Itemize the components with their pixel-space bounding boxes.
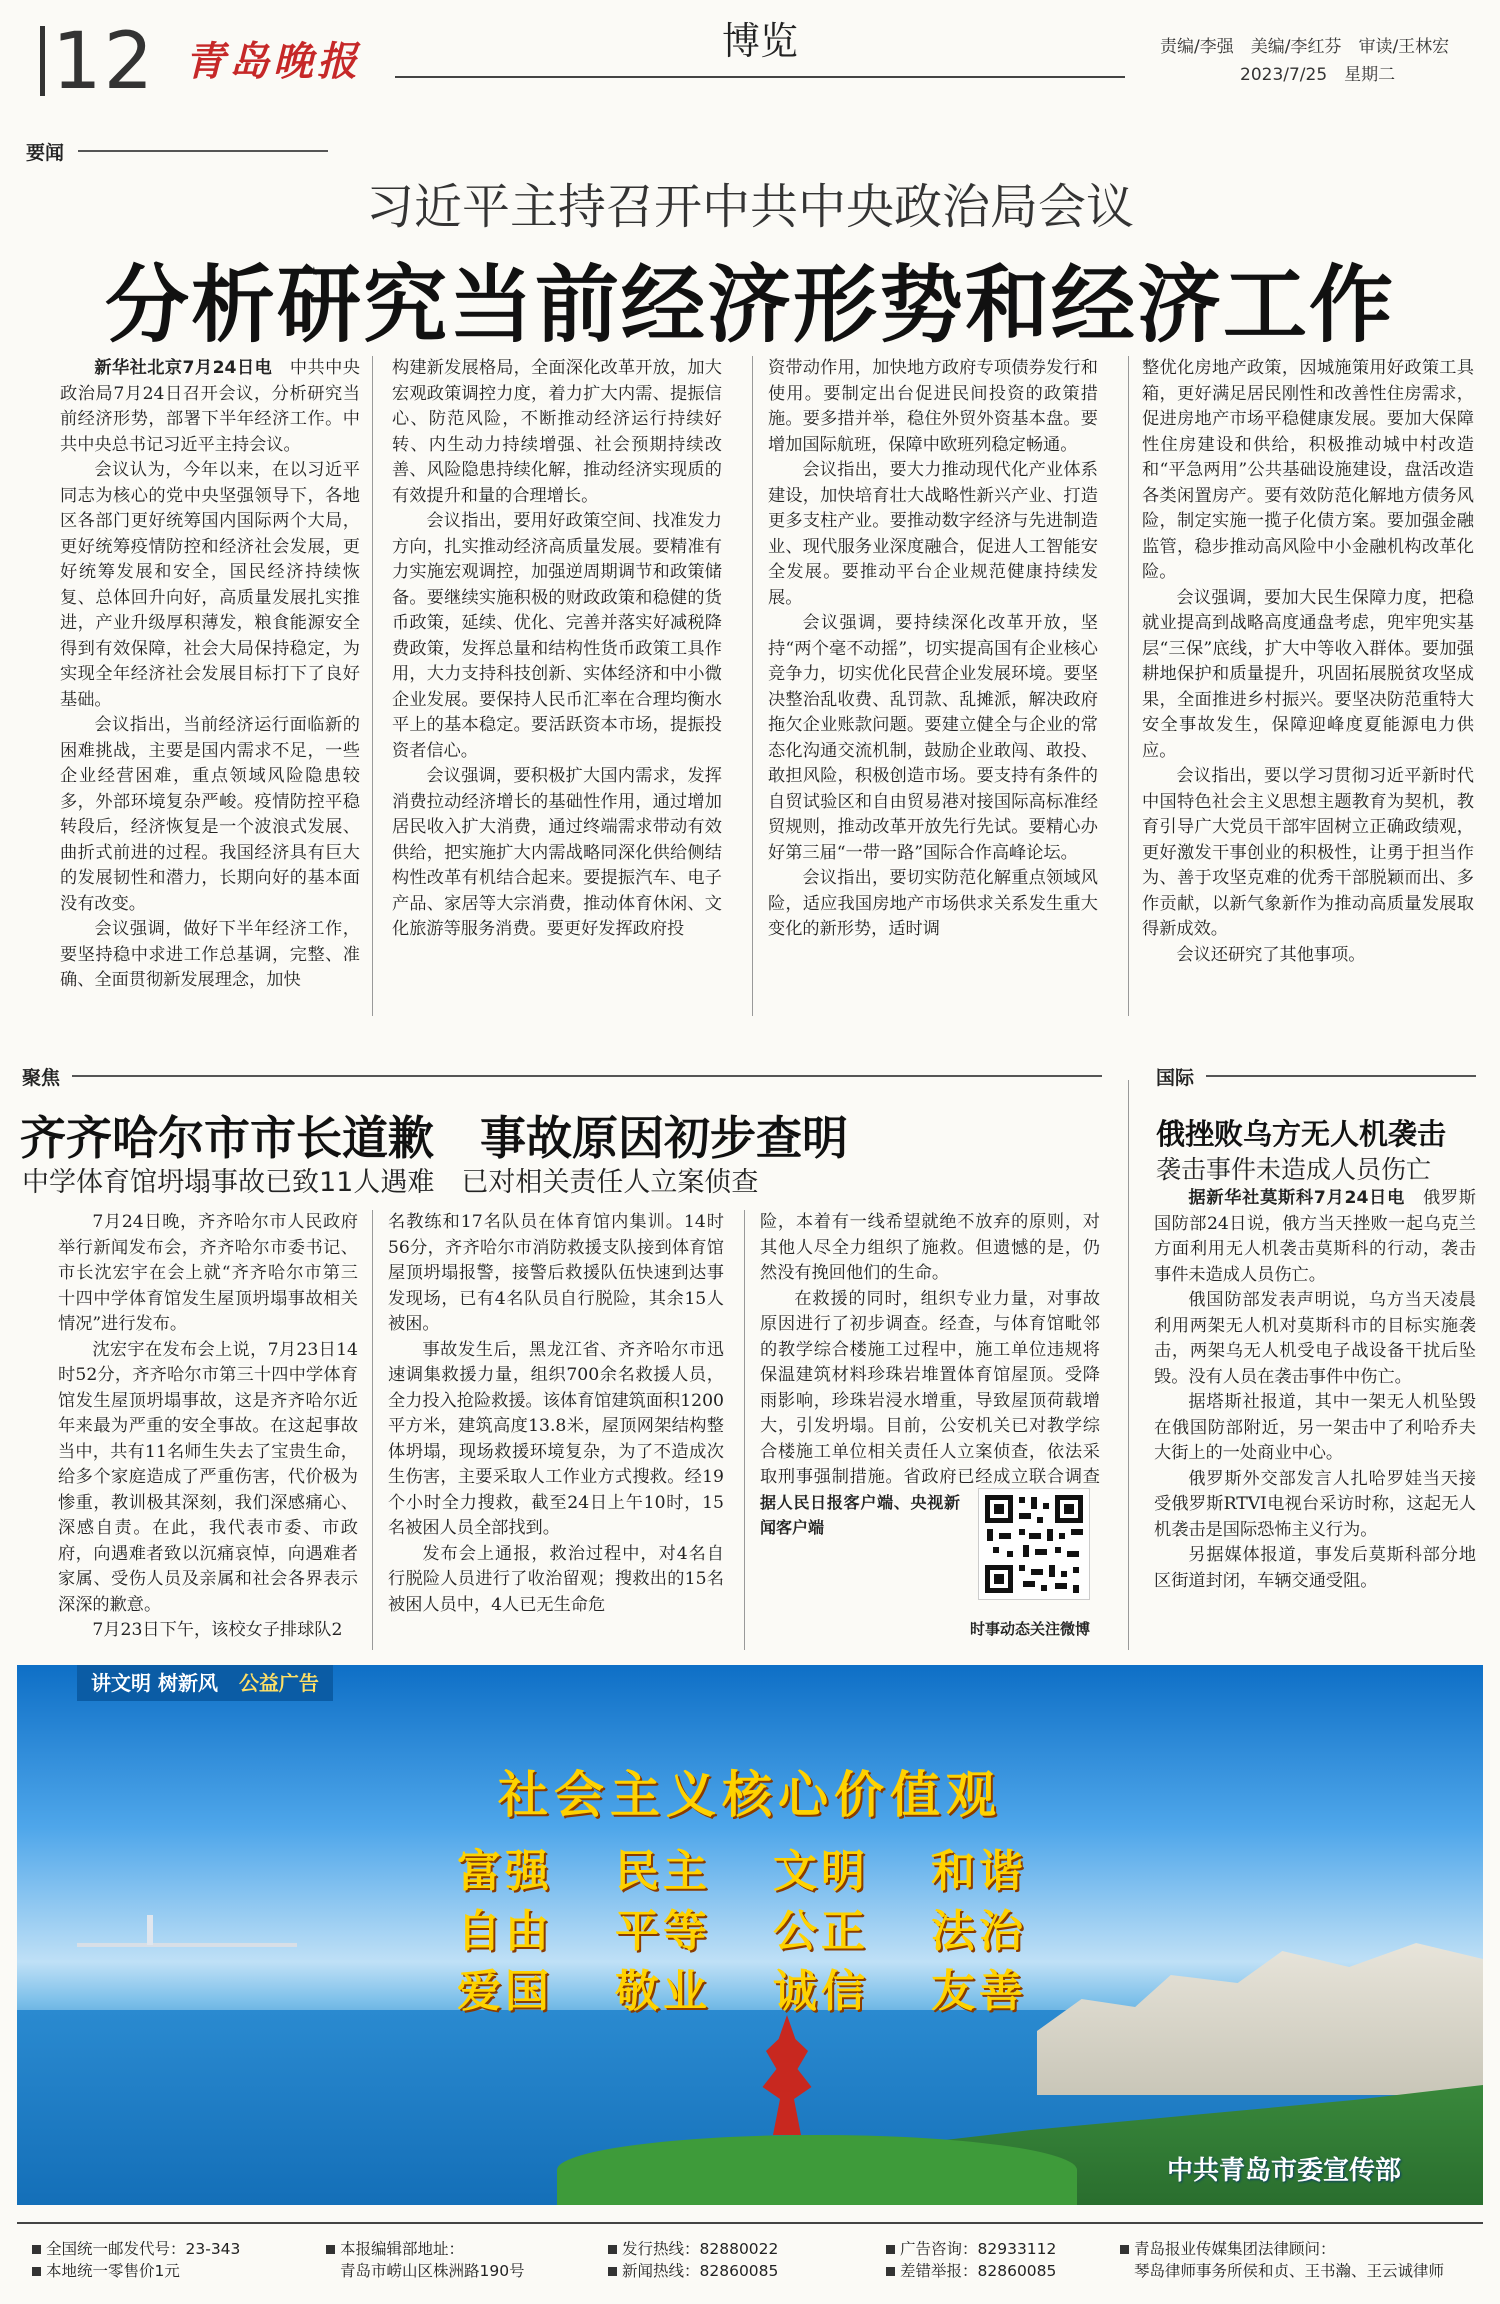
article1-paragraph: 整优化房地产政策，因城施策用好政策工具箱，更好满足居民刚性和改善性住房需求，促进房地产市场平稳健康发展。要加大保障性住房建设和供给，积极推动城中村改造和“平急两用”公共基础设施建设，盘活改造各类闲置房产。要有效防范化解地方债务风险，制定实施一揽子化债方案。要加强金融监管，稳步推动高风险中小金融机构改革化险。	[1142, 358, 1474, 582]
tag-rule	[72, 1075, 1102, 1077]
footer-postal	[32, 2238, 240, 2282]
article3-dateline: 据新华社莫斯科7月24日电	[1188, 1188, 1405, 1208]
article1-paragraph: 会议指出，要大力推动现代化产业体系建设，加快培育壮大战略性新兴产业、打造更多支柱产业。要推动数字经济与先进制造业、现代服务业深度融合，促进人工智能安全发展。要推动平台企业规范健康持续发展。	[768, 460, 1098, 608]
footer-text: 琴岛律师事务所侯和贞、王书瀚、王云诚律师	[1134, 2262, 1445, 2280]
article1-headline: 分析研究当前经济形势和经济工作	[104, 256, 1395, 354]
editor-credits: 责编/李强 美编/李红芬 审读/王林宏	[1160, 37, 1450, 57]
public-service-ad	[17, 1665, 1483, 2205]
tag-focus: 聚焦	[22, 1067, 61, 1089]
article1-paragraph: 会议认为，今年以来，在以习近平同志为核心的党中央坚强领导下，各地区各部门更好统筹国内国际两个大局，更好统筹疫情防控和经济社会发展，更好统筹发展和安全，国民经济持续恢复、总体回升向好，高质量发展扎实推进，产业升级厚积薄发，粮食能源安全得到有效保障，社会大局保持稳定，为实现全年经济社会发展目标打下了良好基础。	[60, 460, 360, 710]
column-divider	[372, 1210, 373, 1650]
tag-international: 国际	[1156, 1067, 1195, 1089]
ad-tag-bar	[77, 1665, 333, 1701]
article1-paragraph: 资带动作用，加快地方政府专项债券发行和使用。要制定出台促进民间投资的政策措施。要多措并举，稳住外贸外资基本盘。要增加国际航班，保障中欧班列稳定畅通。	[768, 358, 1098, 455]
bullet-icon	[608, 2245, 617, 2254]
tag-rule	[78, 150, 328, 152]
bullet-icon	[32, 2245, 41, 2254]
section-rule	[395, 76, 1125, 78]
ad-lawn	[557, 2135, 1077, 2205]
article3-body	[1154, 1186, 1476, 1641]
qr-code-icon	[979, 1489, 1089, 1599]
article1-subhead: 习近平主持召开中共中央政治局会议	[365, 179, 1134, 235]
article3-paragraph: 另据媒体报道，事发后莫斯科部分地区街道封闭，车辆交通受阻。	[1154, 1545, 1476, 1591]
column-divider	[752, 356, 753, 1016]
article1-column-1	[60, 356, 360, 1016]
bullet-icon	[32, 2267, 41, 2276]
qr-caption: 时事动态关注微博	[970, 1620, 1091, 1638]
bullet-icon	[326, 2245, 335, 2254]
article2-paragraph: 事故发生后，黑龙江省、齐齐哈尔市迅速调集救援力量，组织700余名救援人员，全力投入抢险救援。该体育馆建筑面积1200平方米，建筑高度13.8米，屋顶网架结构整体坍塌，现场救援环境复杂，为了不造成次生伤害，主要采取人工作业方式搜救。经19个小时全力搜救，截至24日上午10时，15名被困人员全部找到。	[388, 1339, 724, 1538]
article2-paragraph: 沈宏宇在发布会上说，7月23日14时52分，齐齐哈尔市第三十四中学体育馆发生屋顶坍塌事故，这是齐齐哈尔近年来最为严重的安全事故。在这起事故当中，共有11名师生失去了宝贵生命，给多个家庭造成了严重伤害，代价极为惨重，教训极其深刻，我们深感痛心、深感自责。在此，我代表市委、市政府，向遇难者致以沉痛哀悼，向遇难者家属、受伤人员及亲属和社会各界表示深深的歉意。	[58, 1339, 358, 1615]
article3-subhead: 袭击事件未造成人员伤亡	[1156, 1155, 1432, 1184]
article1-paragraph: 会议指出，要切实防范化解重点领域风险，适应我国房地产市场供求关系发生重大变化的新形势，适时调	[768, 868, 1098, 939]
article2-source-text: 据人民日报客户端、央视新闻客户端	[760, 1493, 960, 1537]
article2-column-2	[388, 1210, 724, 1650]
article2-column-3	[760, 1210, 1100, 1488]
core-value: 富强	[457, 1846, 553, 1897]
article1-column-3	[768, 356, 1098, 1016]
ad-city-skyline	[1037, 1935, 1483, 2095]
column-divider	[1128, 356, 1129, 1016]
footer-address	[326, 2238, 525, 2282]
footer-ads	[886, 2238, 1056, 2282]
article1-paragraph: 构建新发展格局，全面深化改革开放，加大宏观政策调控力度，着力扩大内需、提振信心、防范风险，不断推动经济运行持续好转、内生动力持续增强、社会预期持续改善、风险隐患持续化解，推动经济实现质的有效提升和量的合理增长。	[392, 358, 722, 506]
article2-paragraph: 7月23日下午，该校女子排球队2	[92, 1620, 343, 1640]
ad-credit: 中共青岛市委宣传部	[1167, 2156, 1402, 2186]
article1-text: 中共中央政治局7月24日召开会议，分析研究当前经济形势，部署下半年经济工作。中共中央总书记习近平主持会议。	[60, 358, 360, 455]
article1-paragraph: 会议强调，要持续深化改革开放，坚持“两个毫不动摇”，切实提高国有企业核心竞争力，切实优化民营企业发展环境。要坚决整治乱收费、乱罚款、乱摊派，解决政府拖欠企业账款问题。要建立健全与企业的常态化沟通交流机制，鼓励企业敢闯、敢投、敢担风险，积极创造市场。要支持有条件的自贸试验区和自由贸易港对接国际高标准经贸规则，推动改革开放先行先试。要精心办好第三届“一带一路”国际合作高峰论坛。	[768, 613, 1098, 863]
bullet-icon	[1120, 2245, 1129, 2254]
core-value: 平等	[615, 1906, 711, 1957]
footer-rule	[17, 2222, 1483, 2224]
article1-dateline: 新华社北京7月24日电	[94, 358, 273, 378]
article2-paragraph: 险，本着有一线希望就绝不放弃的原则，对其他人尽全力组织了施救。但遗憾的是，仍然没有挽回他们的生命。	[760, 1212, 1100, 1283]
article2-subhead: 中学体育馆坍塌事故已致11人遇难 已对相关责任人立案侦查	[22, 1167, 759, 1198]
bullet-icon	[886, 2267, 895, 2276]
footer-text: 本报编辑部地址：	[340, 2240, 465, 2258]
core-value: 文明	[773, 1846, 869, 1897]
article1-paragraph: 会议强调，做好下半年经济工作，要坚持稳中求进工作总基调，完整、准确、全面贯彻新发展理念，加快	[60, 919, 360, 990]
ad-lighthouse	[147, 1915, 153, 1945]
core-value: 法治	[931, 1906, 1027, 1957]
core-value: 爱国	[457, 1966, 553, 2017]
issue-date: 2023/7/25 星期二	[1240, 65, 1396, 85]
footer-text: 新闻热线：82860085	[622, 2262, 779, 2280]
ad-pier	[77, 1943, 297, 1947]
core-value: 友善	[931, 1966, 1027, 2017]
article2-paragraph: 名教练和17名队员在体育馆内集训。14时56分，齐齐哈尔市消防救援支队接到体育馆屋顶坍塌报警，接警后救援队伍快速到达事发现场，已有4名队员自行脱险，其余15人被困。	[388, 1212, 724, 1334]
article1-paragraph: 会议指出，当前经济运行面临新的困难挑战，主要是国内需求不足，一些企业经营困难，重点领域风险隐患较多，外部环境复杂严峻。疫情防控平稳转段后，经济恢复是一个波浪式发展、曲折式前进的过程。我国经济具有巨大的发展韧性和潜力，长期向好的基本面没有改变。	[60, 715, 360, 914]
page-number-rule	[40, 26, 45, 96]
article1-paragraph: 会议指出，要以学习贯彻习近平新时代中国特色社会主义思想主题教育为契机，教育引导广大党员干部牢固树立正确政绩观，更好激发干事创业的积极性，让勇于担当作为、善于攻坚克难的优秀干部脱颖而出、多作贡献，以新气象新作为推动高质量发展取得新成效。	[1142, 766, 1474, 939]
article2-source	[760, 1490, 960, 1620]
footer-text: 发行热线：82880022	[622, 2240, 779, 2258]
article3-headline: 俄挫败乌方无人机袭击	[1156, 1117, 1447, 1151]
article3-paragraph: 俄罗斯外交部发言人扎哈罗娃当天接受俄罗斯RTVI电视台采访时称，这起无人机袭击是国际恐怖主义行为。	[1154, 1468, 1476, 1540]
core-value: 公正	[773, 1906, 869, 1957]
article2-column-1	[58, 1210, 358, 1650]
ad-tag-right: 公益广告	[238, 1671, 319, 1695]
footer-text: 全国统一邮发代号：23-343	[46, 2240, 241, 2258]
section-title: 博览	[721, 19, 798, 63]
column-divider	[372, 356, 373, 1016]
footer-text: 青岛报业传媒集团法律顾问：	[1134, 2240, 1336, 2258]
bullet-icon	[608, 2267, 617, 2276]
article1-column-2	[392, 356, 722, 1016]
article2-headline: 齐齐哈尔市市长道歉 事故原因初步查明	[20, 1111, 848, 1165]
article1-paragraph: 会议强调，要积极扩大国内需求，发挥消费拉动经济增长的基础性作用，通过增加居民收入扩大消费，通过终端需求带动有效供给，把实施扩大内需战略同深化供给侧结构性改革有机结合起来。要提振汽车、电子产品、家居等大宗消费，推动体育休闲、文化旅游等服务消费。要更好发挥政府投	[392, 766, 722, 939]
core-value: 和谐	[931, 1846, 1027, 1897]
article2-paragraph: 7月24日晚，齐齐哈尔市人民政府举行新闻发布会，齐齐哈尔市委书记、市长沈宏宇在会上就“齐齐哈尔市第三十四中学体育馆发生屋顶坍塌事故相关情况”进行发布。	[58, 1212, 358, 1334]
newspaper-logo: 青岛晚报	[185, 38, 361, 85]
page-number: 12	[52, 17, 156, 107]
core-value: 自由	[457, 1906, 553, 1957]
article3-paragraph: 俄国防部发表声明说，乌方当天凌晨利用两架无人机对莫斯科市的目标实施袭击，两架乌无人机受电子战设备干扰后坠毁。没有人员在袭击事件中伤亡。	[1154, 1290, 1476, 1387]
footer-text: 青岛市崂山区株洲路190号	[340, 2262, 525, 2280]
footer-legal	[1120, 2238, 1444, 2282]
ad-title: 社会主义核心价值观	[498, 1766, 1002, 1824]
core-value: 民主	[615, 1846, 711, 1897]
article1-paragraph: 会议强调，要加大民生保障力度，把稳就业提高到战略高度通盘考虑，兜牢兜实基层“三保”底线，扩大中等收入群体。要加强耕地保护和质量提升，巩固拓展脱贫攻坚成果，全面推进乡村振兴。要坚决防范重特大安全事故发生，保障迎峰度夏能源电力供应。	[1142, 587, 1474, 761]
footer-text: 广告咨询：82933112	[900, 2240, 1057, 2258]
article3-paragraph: 据塔斯社报道，其中一架无人机坠毁在俄国防部附近，另一架击中了利哈乔夫大街上的一处商业中心。	[1154, 1392, 1476, 1463]
footer-hotlines	[608, 2238, 778, 2282]
article1-paragraph: 会议指出，要用好政策空间、找准发力方向，扎实推动经济高质量发展。要精准有力实施宏观调控，加强逆周期调节和政策储备。要继续实施积极的财政政策和稳健的货币政策，延续、优化、完善并落实好减税降费政策，发挥总量和结构性货币政策工具作用，大力支持科技创新、实体经济和中小微企业发展。要保持人民币汇率在合理均衡水平上的基本稳定。要活跃资本市场，提振投资者信心。	[392, 511, 722, 761]
article2-paragraph: 发布会上通报，救治过程中，对4名自行脱险人员进行了收治留观；搜救出的15名被困人员中，4人已无生命危	[388, 1543, 724, 1615]
article3-text: 俄罗斯国防部24日说，俄方当天挫败一起乌克兰方面利用无人机袭击莫斯科的行动，袭击事件未造成人员伤亡。	[1154, 1188, 1476, 1285]
article1-paragraph: 会议还研究了其他事项。	[1176, 944, 1366, 965]
tag-news: 要闻	[26, 142, 65, 164]
tag-rule	[1206, 1075, 1476, 1077]
core-value: 诚信	[773, 1966, 869, 2017]
column-divider	[744, 1210, 745, 1650]
bullet-icon	[886, 2245, 895, 2254]
article2-paragraph: 在救援的同时，组织专业力量，对事故原因进行了初步调查。经查，与体育馆毗邻的教学综合楼施工过程中，施工单位违规将保温建筑材料珍珠岩堆置体育馆屋顶。受降雨影响，珍珠岩浸水增重，导致屋顶荷载增大，引发坍塌。目前，公安机关已对教学综合楼施工单位相关责任人立案侦查，依法采取刑事强制措施。省政府已经成立联合调查	[760, 1288, 1100, 1487]
column-divider	[1128, 1080, 1129, 1650]
article1-column-4	[1142, 356, 1474, 1016]
qr-code[interactable]	[978, 1488, 1090, 1600]
footer-text: 本地统一零售价1元	[46, 2262, 180, 2280]
footer-text: 差错举报：82860085	[900, 2262, 1057, 2280]
core-value: 敬业	[615, 1966, 711, 2017]
ad-tag-left: 讲文明 树新风	[91, 1671, 218, 1695]
